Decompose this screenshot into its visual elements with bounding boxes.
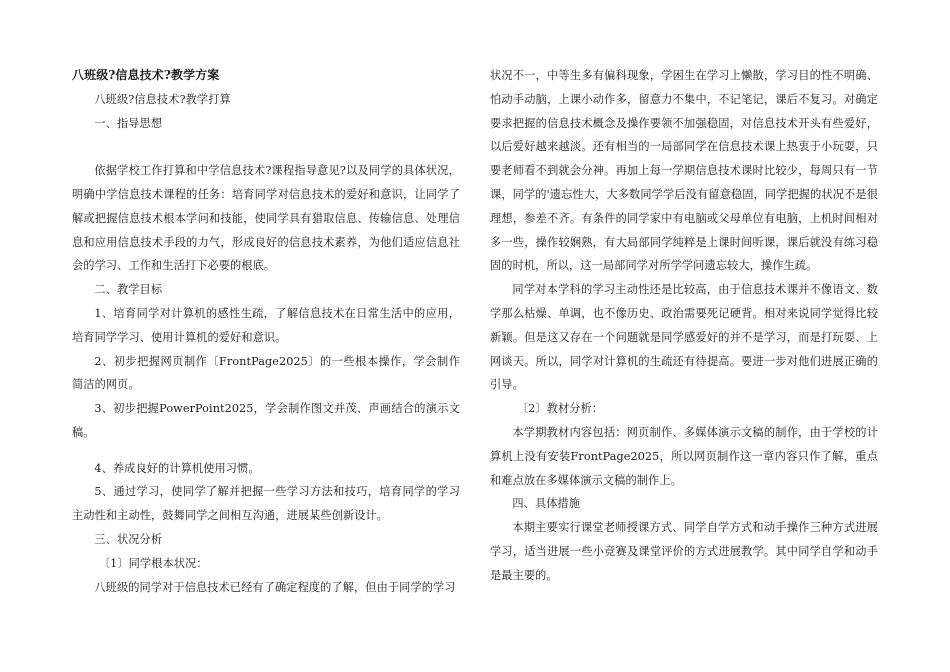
right-column	[490, 64, 878, 588]
blank-line	[72, 445, 460, 457]
paragraph-learning-motivation: 同学对本学科的学习主动性还是比较高，由于信息技术课并不像语文、数学那么枯燥、单调，也不像历史、政治需要死记硬背。相对来说同学觉得比较新颖。但是这又存在一个问题就是同学感爱好的并不是学习，而是打玩耍、上网谈天。所以，同学对计算机的生疏还有待提高。要进一步对他们进展正确的引导。	[490, 283, 878, 392]
paragraph-specific-measures: 本期主要实行课堂老师授课方式、同学自学方式和动手操作三种方式进展学习，适当进展一些小竞赛及课堂评价的方式进展教学。其中同学自学和动手是最主要的。	[490, 521, 878, 582]
subsection-heading-textbook-analysis: 〔2〕教材分析：	[516, 402, 604, 416]
goal-item-5: 5、通过学习，使同学了解并把握一些学习方法和技巧，培育同学的学习主动性和主动性，鼓舞同学之间相互沟通，进展某些创新设计。	[72, 485, 460, 523]
left-column	[72, 64, 460, 599]
paragraph-guiding-ideology: 依据学校工作打算和中学信息技术?课程指导意见?以及同学的具体状况，明确中学信息技术课程的任务：培育同学对信息技术的爱好和意识，让同学了解或把握信息技术根本学问和技能，使同学具有猎取信息、传输信息、处理信息和应用信息技术手段的力气，形成良好的信息技术素养，为他们适应信息社会的学习、工作和生活打下必要的根底。	[72, 164, 460, 273]
goal-item-2: 2、初步把握网页制作〔FrontPage2025〕的一些根本操作，学会制作简洁的网页。	[72, 354, 460, 392]
document-title: 八班级?信息技术?教学方案	[72, 68, 220, 82]
section-heading-specific-measures: 四、具体措施	[512, 497, 581, 511]
paragraph-textbook-analysis: 本学期教材内容包括：网页制作、多媒体演示文稿的制作，由于学校的计算机上没有安装FrontPage2025，所以网页制作这一章内容只作了解，重点和难点放在多媒体演示文稿的制作上。	[490, 425, 878, 487]
document-subtitle: 八班级?信息技术?教学打算	[94, 92, 231, 106]
subsection-heading-student-situation: 〔1〕同学根本状况：	[98, 556, 208, 570]
goal-item-3: 3、初步把握PowerPoint2025，学会制作图文并茂、声画结合的演示文稿。	[72, 402, 460, 439]
section-heading-guiding-ideology: 一、指导思想	[94, 116, 163, 130]
goal-item-4: 4、养成良好的计算机使用习惯。	[94, 461, 260, 475]
section-heading-teaching-goals: 二、教学目标	[94, 283, 163, 297]
paragraph-student-situation-continued: 状况不一，中等生多有偏科现象，学困生在学习上懒散，学习目的性不明确、怕动手动脑，上课小动作多，留意力不集中，不记笔记，课后不复习。对确定要求把握的信息技术概念及操作要领不加强稳固，对信息技术开头有些爱好，以后爱好越来越淡。还有相当的一局部同学在信息技术课上热衷于小玩耍，只要老师看不到就会分神。再加上每一学期信息技术课时比较少，每周只有一节课，同学的'遗忘性大，大多数同学学后没有留意稳固，同学把握的状况不是很理想，参差不齐。有条件的同学家中有电脑或父母单位有电脑，上机时间相对多一些，操作较娴熟，有大局部同学纯粹是上课时间听课，课后就没有练习稳固的时机，所以，这一局部同学对所学学问遗忘较大，操作生疏。	[490, 69, 878, 273]
blank-line	[72, 135, 460, 159]
paragraph-student-situation-start: 八班级的同学对于信息技术已经有了确定程度的了解，但由于同学的学习	[94, 580, 456, 594]
goal-item-1: 1、培育同学对计算机的感性生疏，了解信息技术在日常生活中的应用，培育同学学习、使用计算机的爱好和意识。	[72, 306, 460, 344]
section-heading-situation-analysis: 三、状况分析	[94, 533, 163, 547]
